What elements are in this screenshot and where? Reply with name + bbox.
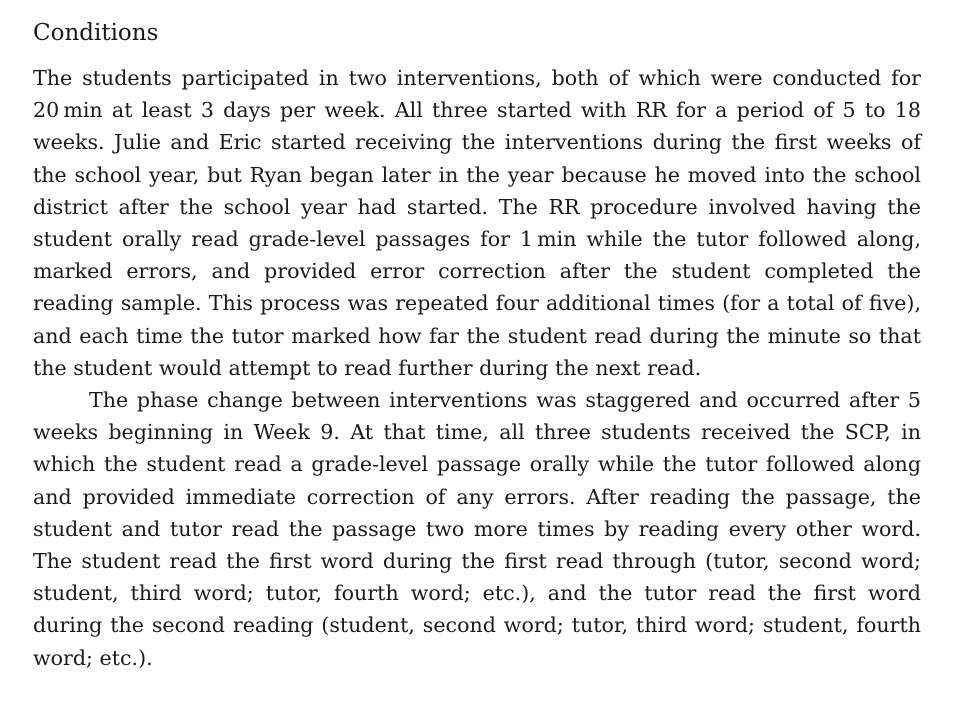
section-heading: Conditions [33,20,159,46]
document-page [33,18,921,674]
paragraph-1: The students participated in two interventions, both of which were conducted for 20 min at least 3 days per week. All three started with RR for a period of 5 to 18 weeks. Julie and Eric started receiving the interventions during the first weeks of the school year, but Ryan began later in the year because he moved into the school district after the school year had started. The RR procedure involved having the student orally read grade-level passages for 1 min while the tutor followed along, marked errors, and provided error correction after the student completed the reading sample. This process was repeated four additional times (for a total of five), and each time the tutor marked how far the student read during the minute so that the student would attempt to read further during the next read. [33,66,921,380]
paragraph-2: The phase change between interventions was staggered and occurred after 5 weeks beginning in Week 9. At that time, all three students received the SCP, in which the student read a grade-level passage orally while the tutor followed along and provided immediate correction of any errors. After reading the passage, the student and tutor read the passage two more times by reading every other word. The student read the first word during the first read through (tutor, second word; student, third word; tutor, fourth word; etc.), and the tutor read the first word during the second reading (student, second word; tutor, third word; student, fourth word; etc.). [33,388,921,670]
